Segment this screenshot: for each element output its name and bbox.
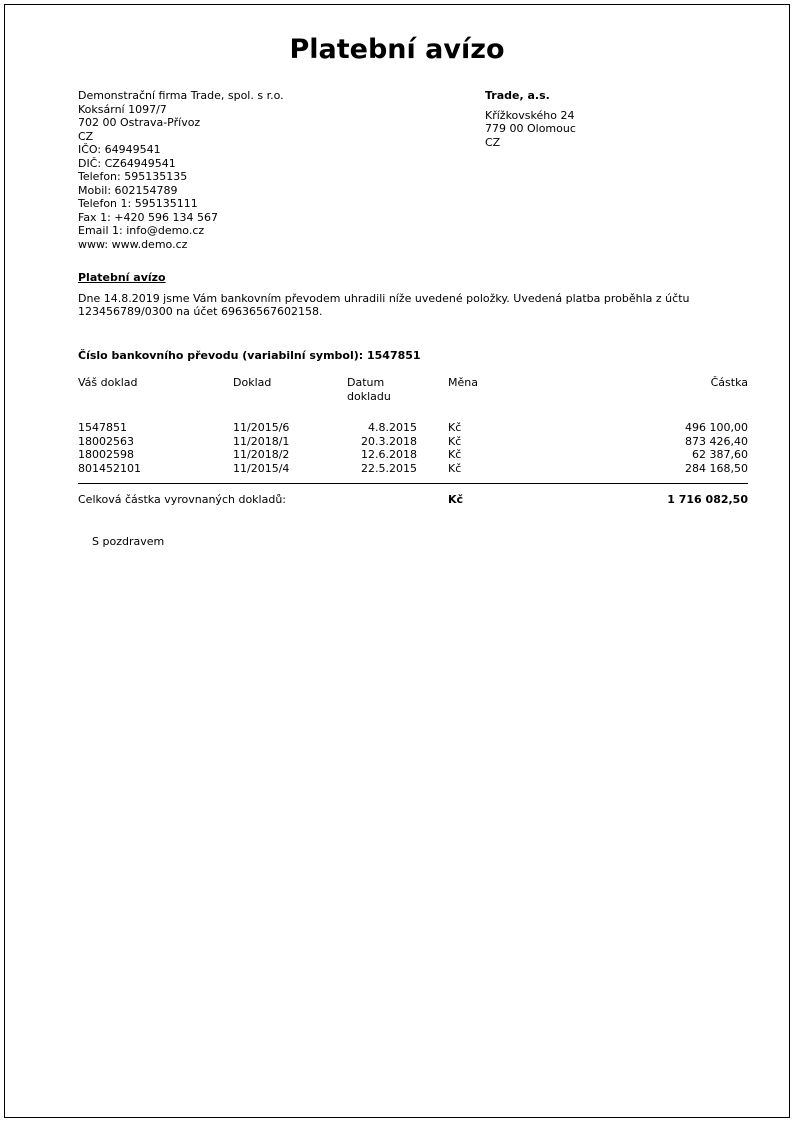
- cell-datum: 4.8.2015: [368, 421, 417, 434]
- sender-address-line: 702 00 Ostrava-Přívoz: [78, 116, 201, 129]
- cell-doklad: 11/2015/6: [233, 421, 290, 434]
- table-row: [78, 421, 748, 435]
- payment-notice-text: Dne 14.8.2019 jsme Vám bankovním převodem uhradili níže uvedené položky. Uvedená platba proběhla z účtu: [78, 291, 690, 305]
- sender-address-line: IČO: 64949541: [78, 143, 161, 156]
- total-row: [78, 483, 748, 507]
- cell-mena: Kč: [448, 448, 462, 461]
- sender-address-line: Koksární 1097/7: [78, 102, 167, 116]
- sender-address-line: Fax 1: +420 596 134 567: [78, 210, 218, 224]
- sender-address-line: Email 1: info@demo.cz: [78, 224, 205, 237]
- total-currency: Kč: [448, 493, 464, 506]
- documents-table: [78, 376, 748, 507]
- recipient-address-line: CZ: [485, 135, 501, 149]
- sender-address-line: www: www.demo.cz: [78, 237, 188, 251]
- column-header-vas-doklad: Váš doklad: [78, 376, 138, 389]
- section-heading: Platební avízo: [78, 271, 166, 284]
- cell-mena: Kč: [448, 461, 462, 475]
- cell-castka: 873 426,40: [685, 434, 748, 448]
- transfer-reference: Číslo bankovního převodu (variabilní symbol): 1547851: [78, 349, 421, 362]
- column-header-doklad: Doklad: [233, 376, 272, 389]
- sender-address-block: [78, 89, 284, 251]
- cell-doklad: 11/2018/2: [233, 448, 290, 461]
- cell-doklad: 11/2015/4: [233, 461, 290, 475]
- recipient-address-block: [485, 89, 576, 149]
- sender-address-line: Telefon 1: 595135111: [78, 197, 198, 210]
- cell-mena: Kč: [448, 421, 462, 434]
- sender-address-line: Demonstrační firma Trade, spol. s r.o.: [78, 89, 284, 102]
- column-header-mena: Měna: [448, 376, 478, 389]
- table-row: [78, 448, 748, 462]
- recipient-address-line: 779 00 Olomouc: [485, 122, 576, 135]
- sender-address-line: Telefon: 595135135: [78, 170, 188, 183]
- column-header-castka: Částka: [710, 376, 748, 389]
- sender-address-line: DIČ: CZ64949541: [78, 156, 176, 170]
- document-title: Platební avízo: [289, 34, 505, 65]
- payment-notice-section: [78, 271, 689, 319]
- cell-mena: Kč: [448, 434, 462, 448]
- column-header-datum-dokladu: Datum dokladu: [347, 376, 391, 403]
- cell-castka: 496 100,00: [685, 421, 748, 434]
- recipient-address-line: Křížkovského 24: [485, 108, 575, 122]
- closing-text: S pozdravem: [92, 535, 165, 548]
- total-amount: 1 716 082,50: [667, 493, 748, 506]
- table-row: [78, 462, 748, 476]
- cell-vas-doklad: 801452101: [78, 461, 141, 475]
- table-row: [78, 435, 748, 449]
- cell-datum: 12.6.2018: [361, 448, 417, 461]
- payment-notice-text: 123456789/0300 na účet 69636567602158.: [78, 305, 323, 318]
- table-header-row: [78, 376, 748, 403]
- cell-castka: 62 387,60: [692, 448, 748, 461]
- recipient-name: Trade, a.s.: [485, 89, 550, 102]
- sender-address-line: CZ: [78, 129, 94, 143]
- cell-datum: 22.5.2015: [361, 461, 417, 475]
- cell-vas-doklad: 1547851: [78, 421, 127, 434]
- sender-address-line: Mobil: 602154789: [78, 183, 178, 197]
- cell-datum: 20.3.2018: [361, 434, 417, 448]
- cell-doklad: 11/2018/1: [233, 434, 290, 448]
- total-label: Celková částka vyrovnaných dokladů:: [78, 493, 286, 506]
- cell-castka: 284 168,50: [685, 461, 748, 475]
- cell-vas-doklad: 18002598: [78, 448, 134, 461]
- cell-vas-doklad: 18002563: [78, 434, 134, 448]
